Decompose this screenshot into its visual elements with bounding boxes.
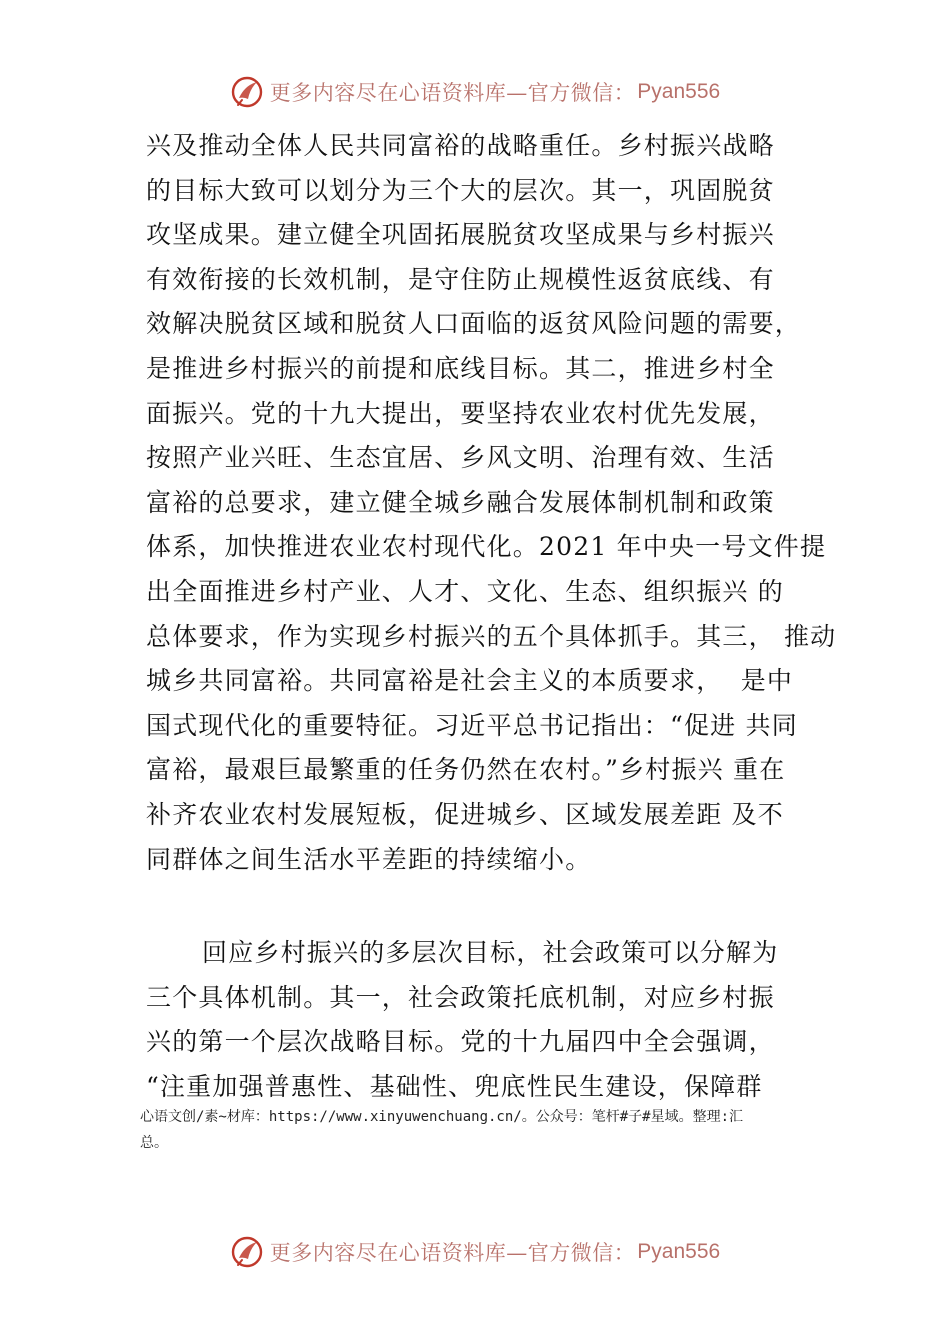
banner-wechat-id: Pyan556 <box>637 1240 721 1263</box>
banner-text: 更多内容尽在心语资料库—官方微信： <box>269 1241 636 1265</box>
paragraph-gap <box>146 882 846 931</box>
brush-logo-icon <box>230 1235 264 1269</box>
banner-wechat-id: Pyan556 <box>637 80 721 103</box>
paragraph-2 <box>146 931 846 1109</box>
text-line: 的目标大致可以划分为三个大的层次。其一，巩固脱贫 <box>146 175 775 205</box>
text-line: 体系，加快推进农业农村现代化。2021 年中央一号文件提 <box>146 532 827 562</box>
text-line: 补齐农业农村发展短板，促进城乡、区域发展差距 及不 <box>146 799 784 829</box>
header-banner <box>0 72 950 112</box>
footnote-line: 心语文创/素~材库：https://www.xinyuwenchuang.cn/。公众号：笔杆#子#星域。整理:汇 <box>140 1109 744 1125</box>
text-line: 兴及推动全体人民共同富裕的战略重任。乡村振兴战略 <box>146 131 775 160</box>
text-line: 三个具体机制。其一，社会政策托底机制，对应乡村振 <box>146 982 775 1012</box>
text-line: 效解决脱贫区域和脱贫人口面临的返贫风险问题的需要， <box>146 309 802 339</box>
text-line: 国式现代化的重要特征。习近平总书记指出：“促进 共同 <box>146 710 798 740</box>
banner-text: 更多内容尽在心语资料库—官方微信： <box>269 81 636 105</box>
text-line: 富裕的总要求，建立健全城乡融合发展体制机制和政策 <box>146 487 775 517</box>
text-line: 面振兴。党的十九大提出，要坚持农业农村优先发展， <box>146 398 775 428</box>
text-line: 攻坚成果。建立健全巩固拓展脱贫攻坚成果与乡村振兴 <box>146 220 775 250</box>
paragraph-1 <box>146 124 846 882</box>
text-line: 富裕，最艰巨最繁重的任务仍然在农村。”乡村振兴 重在 <box>146 755 786 785</box>
text-line: 总体要求，作为实现乡村振兴的五个具体抓手。其三， 推动 <box>146 621 837 651</box>
document-body <box>146 124 846 1109</box>
text-line: 城乡共同富裕。共同富裕是社会主义的本质要求， 是中 <box>146 666 794 696</box>
text-line: 是推进乡村振兴的前提和底线目标。其二，推进乡村全 <box>146 353 775 383</box>
text-line: 同群体之间生活水平差距的持续缩小。 <box>146 844 592 874</box>
footer-banner <box>0 1232 950 1272</box>
text-line: 按照产业兴旺、生态宜居、乡风文明、治理有效、生活 <box>146 443 775 473</box>
footnote <box>140 1104 840 1156</box>
text-line: 兴的第一个层次战略目标。党的十九届四中全会强调， <box>146 1027 775 1057</box>
brush-logo-icon <box>230 75 264 109</box>
text-line: “注重加强普惠性、基础性、兜底性民生建设，保障群 <box>146 1071 763 1101</box>
text-line: 有效衔接的长效机制，是守住防止规模性返贫底线、有 <box>146 264 775 294</box>
text-line: 回应乡村振兴的多层次目标，社会政策可以分解为 <box>202 938 779 968</box>
footnote-line: 总。 <box>140 1135 168 1151</box>
text-line: 出全面推进乡村产业、人才、文化、生态、组织振兴 的 <box>146 576 784 606</box>
